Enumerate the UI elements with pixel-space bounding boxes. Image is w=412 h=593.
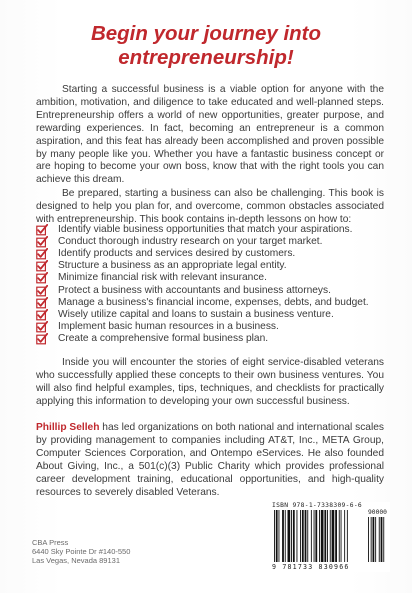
checkbox-checked-icon [36,285,48,297]
checklist-item-label: Manage a business's financial income, expenses, debts, and budget. [58,296,369,308]
barcode-number: 9 781733 830966 [272,563,350,571]
checklist-item [36,284,384,296]
checklist-item [36,333,384,345]
barcode-bars [268,510,390,564]
checklist-item [36,236,384,248]
headline-line-1: Begin your journey into [90,22,322,45]
challenge-paragraph: Be prepared, starting a business can also be challenging. This book is designed to help you plan for, and overcome, common obstacles associated with entrepreneurship. This book contains in-depth lessons on how to: [36,188,384,225]
checklist-item-label: Wisely utilize capital and loans to sustain a business venture. [58,308,334,320]
checklist-item [36,248,384,260]
checkbox-checked-icon [36,333,48,345]
checkbox-checked-icon [36,260,48,272]
checklist-item [36,297,384,309]
checklist-item-label: Identify viable business opportunities that match your aspirations. [58,224,353,236]
checklist-item [36,272,384,284]
checkbox-checked-icon [36,297,48,309]
checklist-item-label: Protect a business with accountants and business attorneys. [58,284,331,296]
headline-line-2: entrepreneurship! [118,46,294,69]
checklist-item [36,321,384,333]
isbn-text: ISBN 978-1-7338309-6-6 [272,502,363,509]
checklist-item [36,260,384,272]
lesson-checklist [36,224,384,345]
checkbox-checked-icon [36,321,48,333]
author-bio [36,422,384,499]
checkbox-checked-icon [36,309,48,321]
checklist-item-label: Implement basic human resources in a business. [58,320,279,332]
checklist-item-label: Minimize financial risk with relevant insurance. [58,272,267,284]
author-name: Phillip Selleh [36,422,100,433]
publisher-name: CBA Press [32,538,69,547]
checklist-item-label: Identify products and services desired by customers. [58,248,296,260]
checklist-item-label: Conduct thorough industry research on your target market. [58,236,323,248]
checkbox-checked-icon [36,248,48,260]
publisher-address-line-1: 6440 Sky Pointe Dr #140-550 [32,547,131,556]
isbn-barcode [268,502,390,572]
author-bio-text: has led organizations on both national and international scales by providing management to companies including AT&T, Inc., META Group, Computer Sciences Corporation, and Ontempo eServices. He also founded About Giving, Inc., a 501(c)(3) Public Charity which provides professional career development training, educational opportunities, and high-quality resources to severely disabled Veterans. [36,422,384,498]
checkbox-checked-icon [36,224,48,236]
intro-paragraph: Starting a successful business is a viable option for anyone with the ambition, motivation, and diligence to take educated and well-planned steps. Entrepreneurship offers a world of new opportunities, greater purpose, and rewarding experiences. In fact, becoming an entrepreneur is a common aspiration, and this feat has already been accomplished and proven possible by many people like you. Whether you have a fantastic business concept or are hoping to become your own boss, know that with the right tools you can achieve this dream. [36,84,384,186]
stories-paragraph: Inside you will encounter the stories of eight service-disabled veterans who successfully applied these concepts to their own business ventures. You will also find helpful examples, tips, techniques, and checklists for practically applying this information to developing your own successful business. [36,357,384,407]
publisher-address-line-2: Las Vegas, Nevada 89131 [32,556,120,565]
checkbox-checked-icon [36,236,48,248]
publisher-info [32,538,130,565]
price-code: 90000 [368,509,387,516]
checkbox-checked-icon [36,272,48,284]
checklist-item-label: Structure a business as an appropriate legal entity. [58,260,287,272]
checklist-item [36,309,384,321]
checklist-item [36,224,384,236]
headline [20,22,392,70]
checklist-item-label: Create a comprehensive formal business plan. [58,332,269,344]
